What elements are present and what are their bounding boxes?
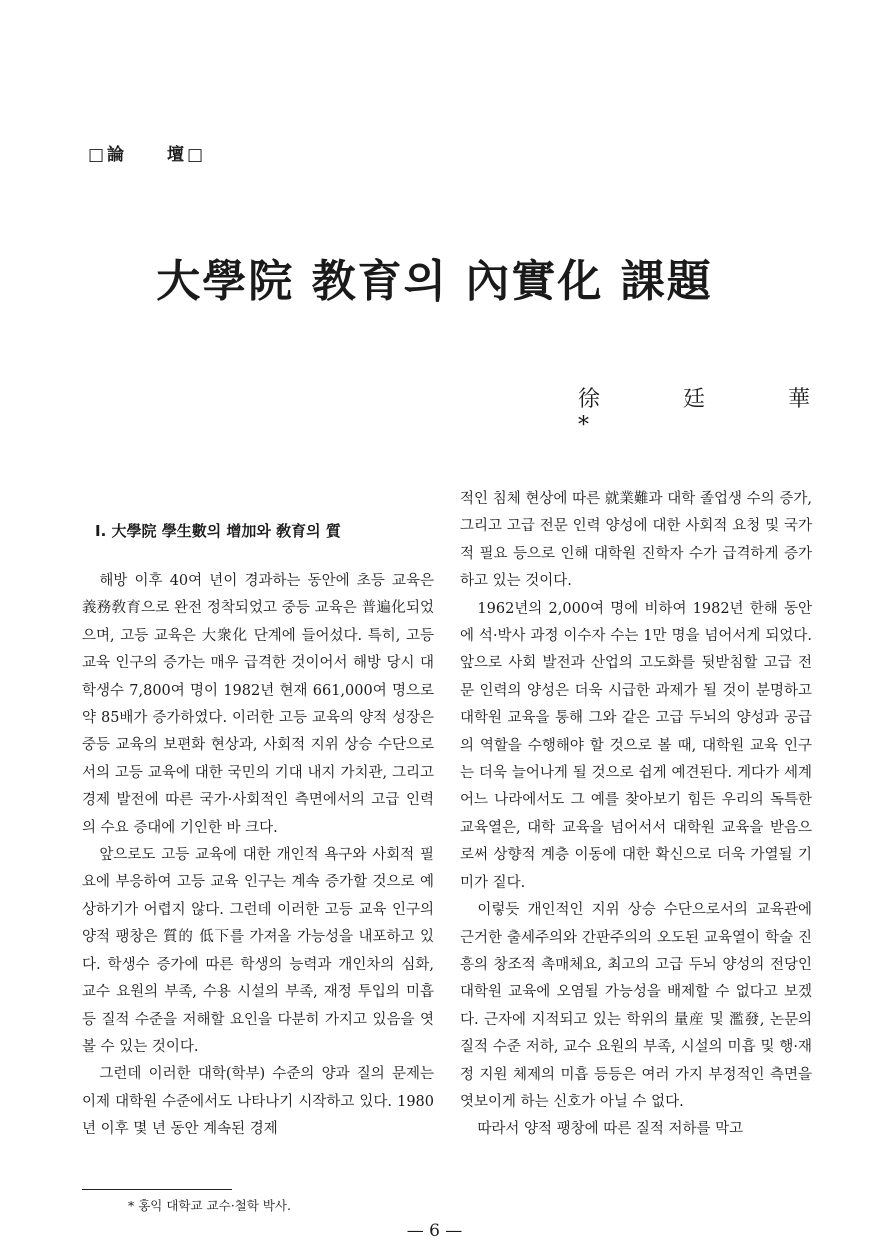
paragraph: 그런데 이러한 대학(학부) 수준의 양과 질의 문제는 이제 대학원 수준에서도 나타나기 시작하고 있다. 1980년 이후 몇 년 동안 계속된 경제	[82, 1066, 434, 1138]
article-title: 大學院 教育의 內實化 課題	[156, 256, 713, 307]
section-heading: I. 大學院 學生數의 增加와 敎育의 質	[95, 522, 341, 540]
paragraph: 따라서 양적 팽창에 따른 질적 저하를 막고	[477, 1121, 744, 1138]
paragraph: 앞으로도 고등 교육에 대한 개인적 욕구와 사회적 필요에 부응하여 고등 교육 인구는 계속 증가할 것으로 예상하기가 어렵지 않다. 그런데 이러한 고등 교육 인구의 양적 팽창은 質的 低下를 가져올 가능성을 내포하고 있다. 학생수 증가에 따른 학생의 능력과 개인차의 심화, 교수 요원의 부족, 수용 시설의 부족, 재정 투입의 미흡 등 질적 수준을 저해할 요인을 다분히 가지고 있음을 엿볼 수 있는 것이다.	[82, 847, 434, 1055]
right-column	[460, 486, 812, 1144]
section-rubric: □論 壇□	[88, 145, 207, 165]
paragraph: 이렇듯 개인적인 지위 상승 수단으로서의 교육관에 근거한 출세주의와 간판주의의 오도된 교육열이 학술 진흥의 창조적 촉매체요, 최고의 고급 두뇌 양성의 전당인 대학원 교육에 오염될 가능성을 배제할 수 없다고 보겠다. 근자에 지적되고 있는 학위의 量産 및 濫發, 논문의 질적 수준 저하, 교수 요원의 부족, 시설의 미흡 및 행·재정 지원 체제의 미흡 등등은 여러 가지 부정적인 측면을 엿보이게 하는 신호가 아닐 수 없다.	[460, 902, 812, 1110]
left-column	[82, 568, 434, 1144]
paragraph: 해방 이후 40여 년이 경과하는 동안에 초등 교육은 義務敎育으로 완전 정착되었고 중등 교육은 普遍化되었으며, 고등 교육은 大衆化 단계에 들어섰다. 특히, 고등 교육 인구의 증가는 매우 급격한 것이어서 해방 당시 대학생수 7,800여 명이 1982년 현재 661,000여 명으로 약 85배가 증가하였다. 이러한 고등 교육의 양적 성장은 중등 교육의 보편화 현상과, 사회적 지위 상승 수단으로서의 고등 교육에 대한 국민의 기대 내지 가치관, 그리고 경제 발전에 따른 국가·사회적인 측면에서의 고급 인력의 수요 증대에 기인한 바 크다.	[82, 573, 434, 836]
page-number: — 6 —	[406, 1221, 463, 1241]
paragraph: 1962년의 2,000여 명에 비하여 1982년 한해 동안에 석·박사 과정 이수자 수는 1만 명을 넘어서게 되었다. 앞으로 사회 발전과 산업의 고도화를 뒷받침할 고급 전문 인력의 양성은 더욱 시급한 과제가 될 것이 분명하고 대학원 교육을 통해 그와 같은 고급 두뇌의 양성과 공급의 역할을 수행해야 할 것으로 볼 때, 대학원 교육 인구는 더욱 늘어나게 될 것으로 쉽게 예견된다. 게다가 세계 어느 나라에서도 그 예를 찾아보기 힘든 우리의 독특한 교육열은, 대학 교육을 넘어서서 대학원 교육을 받음으로써 상향적 계층 이동에 대한 확신으로 더욱 가열될 기미가 짙다.	[460, 600, 812, 891]
paragraph: 적인 침체 현상에 따른 就業難과 대학 졸업생 수의 증가, 그리고 고급 전문 인력 양성에 대한 사회적 요청 및 국가적 필요 등으로 인해 대학원 진학자 수가 급격하게 증가하고 있는 것이다.	[460, 491, 812, 590]
footnote: * 홍익 대학교 교수·철학 박사.	[128, 1198, 291, 1213]
footnote-rule	[82, 1189, 232, 1190]
author-name: 徐 廷 華*	[578, 387, 848, 438]
